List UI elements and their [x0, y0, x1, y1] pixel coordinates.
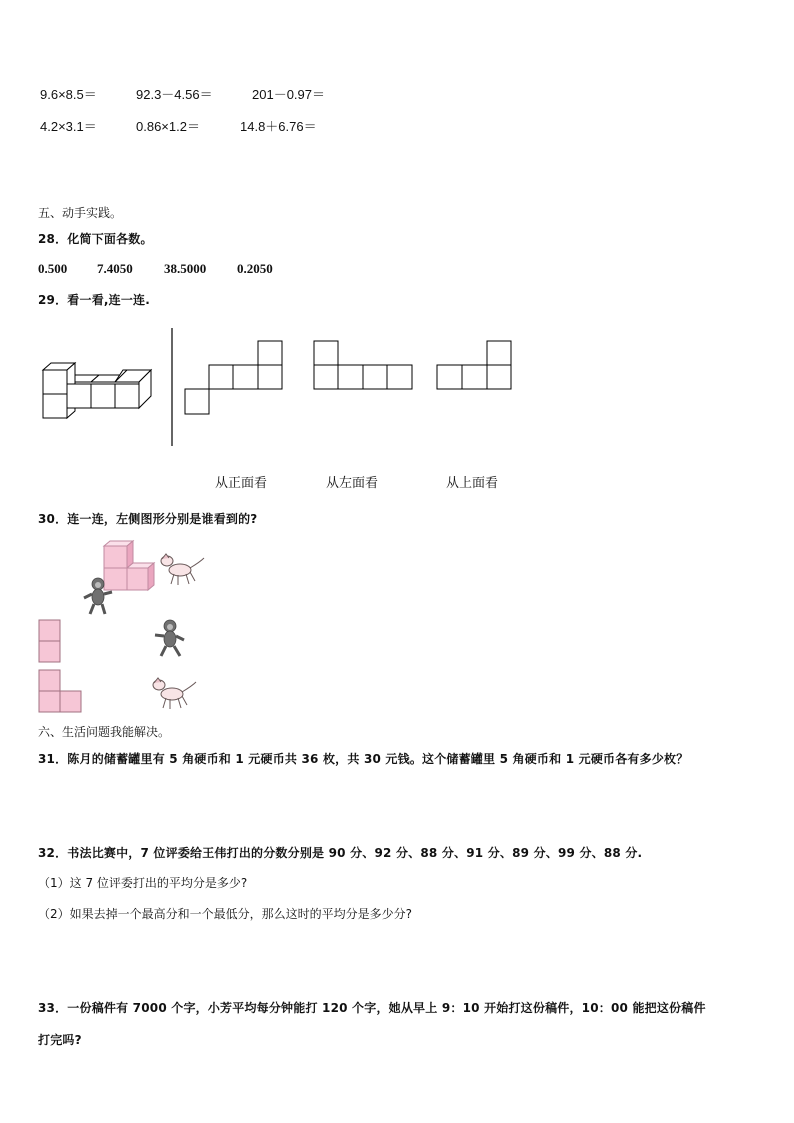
question-32: 32．书法比赛中，7 位评委给王伟打出的分数分别是 90 分、92 分、88 分、91 分、89 分、99 分、88 分. [38, 846, 643, 860]
question-30: 30．连一连，左侧图形分别是谁看到的? [38, 512, 258, 526]
number-3: 38.5000 [164, 261, 207, 276]
question-29: 29．看一看,连一连. [38, 293, 151, 307]
monkey-icon-2 [152, 618, 188, 658]
question-33-line-1: 33．一份稿件有 7000 个字，小芳平均每分钟能打 120 个字，她从早上 9：10 开始打这份稿件，10：00 能把这份稿件 [38, 1001, 706, 1015]
calc-5: 0.86×1.2＝ [136, 119, 200, 134]
question-33-line-2: 打完吗? [38, 1033, 82, 1047]
calc-2: 92.3－4.56＝ [136, 87, 213, 102]
view-label-front: 从正面看 [215, 476, 268, 491]
question-28: 28．化简下面各数。 [38, 232, 153, 246]
question-32-part-1: （1）这 7 位评委打出的平均分是多少? [38, 876, 248, 890]
number-1: 0.500 [38, 261, 68, 276]
section-5-title: 五、动手实践。 [38, 206, 123, 220]
calc-3: 201－0.97＝ [252, 87, 325, 102]
dog-icon [158, 552, 208, 588]
monkey-icon [80, 576, 116, 616]
calc-6: 14.8＋6.76＝ [240, 119, 317, 134]
question-32-part-2: （2）如果去掉一个最高分和一个最低分，那么这时的平均分是多少分? [38, 907, 413, 921]
question-31: 31．陈月的储蓄罐里有 5 角硬币和 1 元硬币共 36 枚，共 30 元钱。这个储蓄罐里 5 角硬币和 1 元硬币各有多少枚？ [38, 752, 689, 766]
calc-1: 9.6×8.5＝ [40, 87, 97, 102]
number-4: 0.2050 [237, 261, 273, 276]
section-6-title: 六、生活问题我能解决。 [38, 725, 171, 739]
dog-icon-2 [150, 676, 200, 712]
view-label-top: 从上面看 [446, 476, 499, 491]
view-label-left: 从左面看 [326, 476, 379, 491]
number-2: 7.4050 [97, 261, 133, 276]
calc-4: 4.2×3.1＝ [40, 119, 97, 134]
